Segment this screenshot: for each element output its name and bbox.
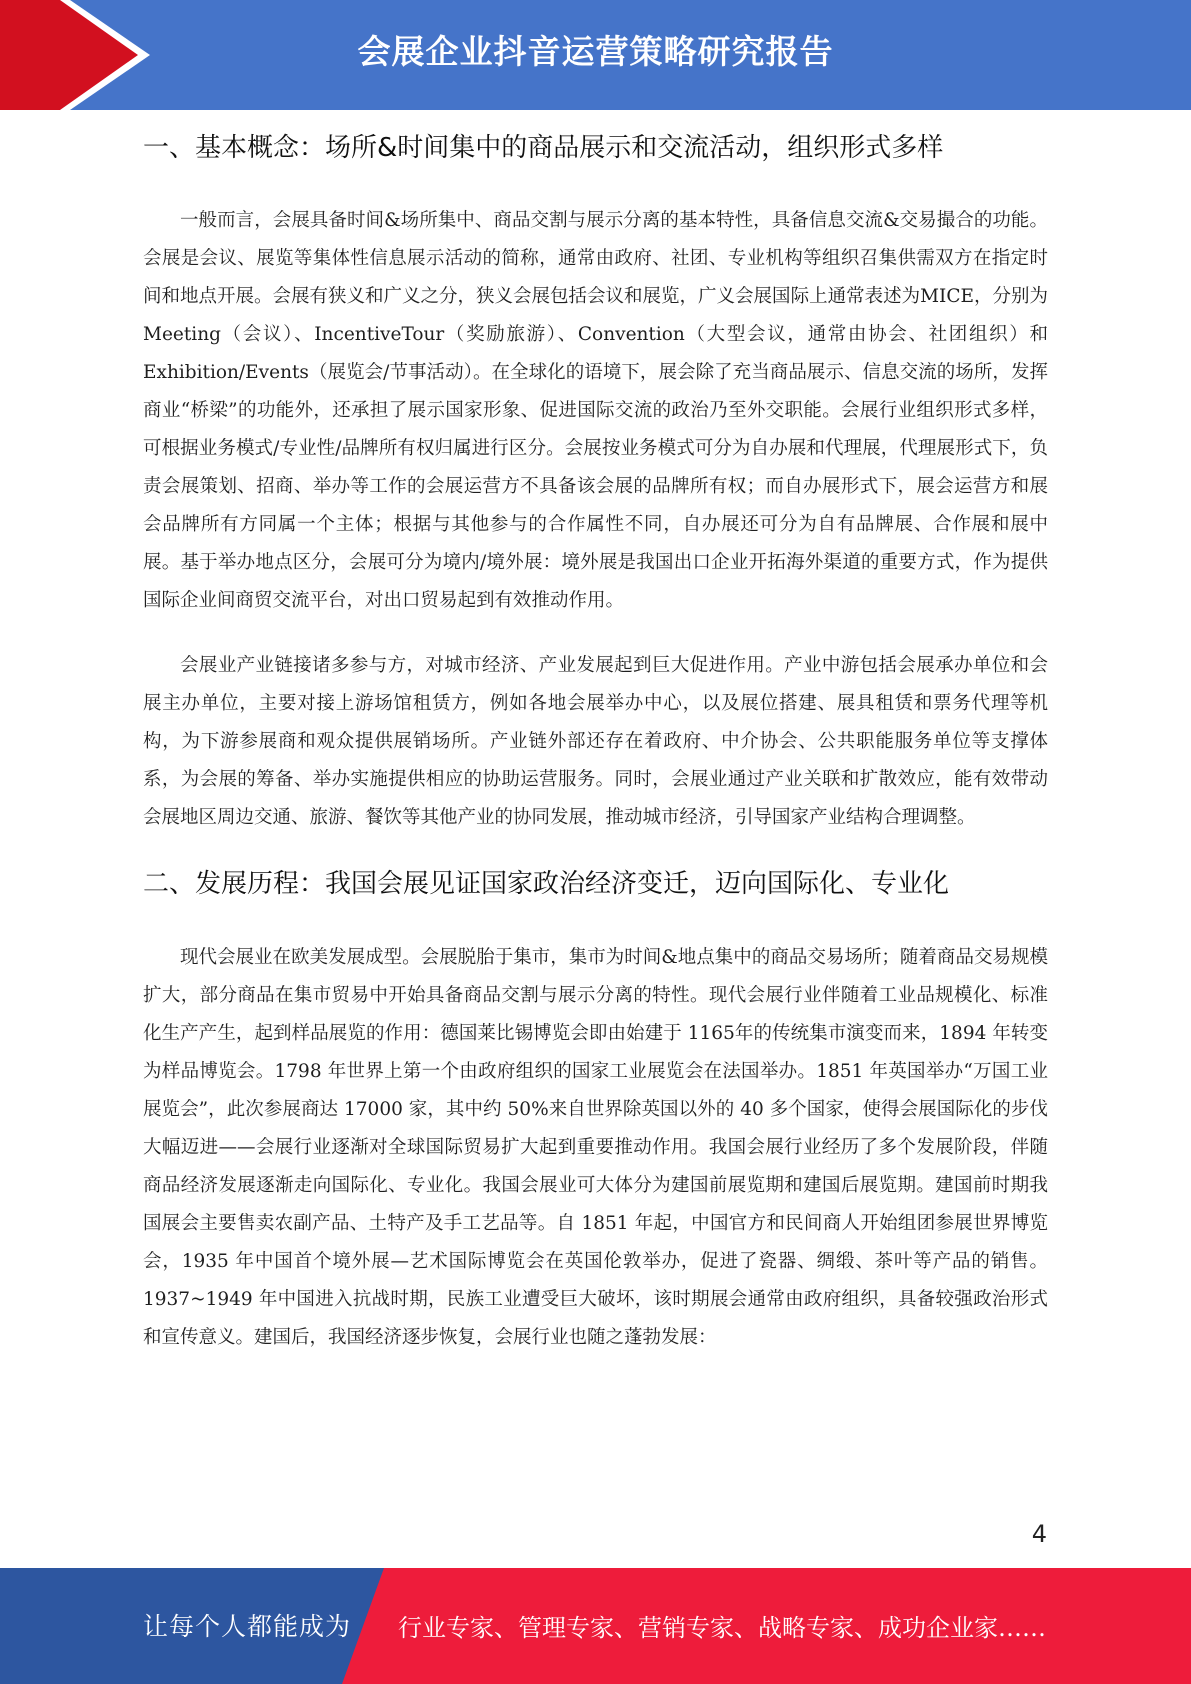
footer-slogan-left: 让每个人都能成为	[143, 1612, 352, 1641]
document-body	[143, 128, 1048, 1357]
section-heading-basic-concepts: 一、基本概念：场所&时间集中的商品展示和交流活动，组织形式多样	[143, 133, 944, 163]
page-footer	[0, 1568, 1191, 1684]
section-heading-history: 二、发展历程：我国会展见证国家政治经济变迁，迈向国际化、专业化	[143, 869, 950, 899]
paragraph-history-1: 现代会展业在欧美发展成型。会展脱胎于集市，集市为时间&地点集中的商品交易场所；随着商品交易规模扩大，部分商品在集市贸易中开始具备商品交割与展示分离的特性。现代会展行业伴随着工业品规模化、标准化生产产生，起到样品展览的作用：德国莱比锡博览会即由始建于 1165年的传统集市演变而来，1894 年转变为样品博览会。1798 年世界上第一个由政府组织的国家工业展览会在法国举办。1851 年英国举办“万国工业展览会”，此次参展商达 17000 家，其中约 50%来自世界除英国以外的 40 多个国家，使得会展国际化的步伐大幅迈进——会展行业逐渐对全球国际贸易扩大起到重要推动作用。我国会展行业经历了多个发展阶段，伴随商品经济发展逐渐走向国际化、专业化。我国会展业可大体分为建国前展览期和建国后展览期。建国前时期我国展会主要售卖农副产品、土特产及手工艺品等。自 1851 年起，中国官方和民间商人开始组团参展世界博览会，1935 年中国首个境外展—艺术国际博览会在英国伦敦举办，促进了瓷器、绸缎、茶叶等产品的销售。1937~1949 年中国进入抗战时期，民族工业遭受巨大破坏，该时期展会通常由政府组织，具备较强政治形式和宣传意义。建国后，我国经济逐步恢复，会展行业也随之蓬勃发展：	[143, 947, 1048, 1348]
page-number: 4	[1031, 1520, 1047, 1548]
report-title: 会展企业抖音运营策略研究报告	[357, 32, 834, 71]
paragraph-basic-concepts-2: 会展业产业链接诸多参与方，对城市经济、产业发展起到巨大促进作用。产业中游包括会展承办单位和会展主办单位，主要对接上游场馆租赁方，例如各地会展举办中心，以及展位搭建、展具租赁和票务代理等机构，为下游参展商和观众提供展销场所。产业链外部还存在着政府、中介协会、公共职能服务单位等支撑体系，为会展的筹备、举办实施提供相应的协助运营服务。同时，会展业通过产业关联和扩散效应，能有效带动会展地区周边交通、旅游、餐饮等其他产业的协同发展，推动城市经济，引导国家产业结构合理调整。	[143, 655, 1048, 828]
footer-slogan-right: 行业专家、管理专家、营销专家、战略专家、成功企业家……	[398, 1614, 1046, 1642]
page-header	[0, 0, 1191, 110]
paragraph-basic-concepts-1: 一般而言，会展具备时间&场所集中、商品交割与展示分离的基本特性，具备信息交流&交易撮合的功能。会展是会议、展览等集体性信息展示活动的简称，通常由政府、社团、专业机构等组织召集供需双方在指定时间和地点开展。会展有狭义和广义之分，狭义会展包括会议和展览，广义会展国际上通常表述为MICE，分别为Meeting（会议）、IncentiveTour（奖励旅游）、Convention（大型会议，通常由协会、社团组织）和Exhibition/Events（展览会/节事活动）。在全球化的语境下，展会除了充当商品展示、信息交流的场所，发挥商业“桥梁”的功能外，还承担了展示国家形象、促进国际交流的政治乃至外交职能。会展行业组织形式多样，可根据业务模式/专业性/品牌所有权归属进行区分。会展按业务模式可分为自办展和代理展，代理展形式下，负责会展策划、招商、举办等工作的会展运营方不具备该会展的品牌所有权；而自办展形式下，展会运营方和展会品牌所有方同属一个主体；根据与其他参与的合作属性不同，自办展还可分为自有品牌展、合作展和展中展。基于举办地点区分，会展可分为境内/境外展：境外展是我国出口企业开拓海外渠道的重要方式，作为提供国际企业间商贸交流平台，对出口贸易起到有效推动作用。	[143, 210, 1048, 611]
